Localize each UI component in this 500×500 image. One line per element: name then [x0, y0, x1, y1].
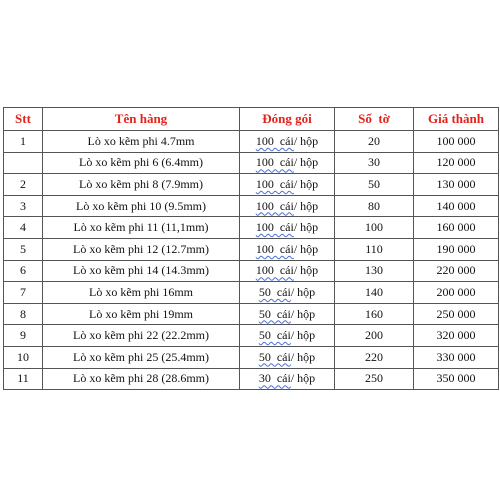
table-row: [4, 152, 499, 174]
pack-quantity: 100 cái: [255, 198, 294, 213]
pack-unit: / hộp: [290, 349, 316, 364]
cell-price: 220 000: [414, 260, 499, 282]
table-row: [4, 346, 499, 368]
cell-name: Lò xo kẽm phi 16mm: [43, 282, 240, 304]
cell-name: Lò xo kẽm phi 19mm: [43, 303, 240, 325]
cell-packing: [240, 260, 335, 282]
header-packing: Đóng gói: [240, 108, 335, 131]
pack-unit: / hộp: [293, 241, 319, 256]
cell-stt: 5: [4, 238, 43, 260]
pack-quantity: 50 cái: [258, 306, 291, 321]
cell-price: 350 000: [414, 368, 499, 390]
cell-price: 120 000: [414, 152, 499, 174]
pack-unit: / hộp: [293, 176, 319, 191]
cell-sheets: 250: [335, 368, 414, 390]
cell-packing: [240, 217, 335, 239]
table-body: [4, 131, 499, 390]
cell-price: 200 000: [414, 282, 499, 304]
pack-quantity: 50 cái: [258, 349, 291, 364]
cell-stt: 3: [4, 195, 43, 217]
pack-unit: / hộp: [293, 220, 319, 235]
table-row: [4, 282, 499, 304]
cell-name: Lò xo kẽm phi 14 (14.3mm): [43, 260, 240, 282]
cell-sheets: 130: [335, 260, 414, 282]
cell-stt: 11: [4, 368, 43, 390]
cell-stt: [4, 152, 43, 174]
cell-price: 250 000: [414, 303, 499, 325]
cell-name: Lò xo kẽm phi 25 (25.4mm): [43, 346, 240, 368]
pack-unit: / hộp: [293, 263, 319, 278]
table-row: [4, 131, 499, 153]
header-sheets: Số tờ: [335, 108, 414, 131]
cell-stt: 4: [4, 217, 43, 239]
cell-stt: 8: [4, 303, 43, 325]
cell-sheets: 140: [335, 282, 414, 304]
cell-sheets: 20: [335, 131, 414, 153]
cell-packing: [240, 152, 335, 174]
cell-stt: 7: [4, 282, 43, 304]
pack-quantity: 100 cái: [255, 133, 294, 148]
pack-quantity: 100 cái: [255, 155, 294, 170]
cell-packing: [240, 303, 335, 325]
cell-stt: 2: [4, 174, 43, 196]
pack-quantity: 100 cái: [255, 241, 294, 256]
cell-name: Lò xo kẽm phi 11 (11,1mm): [43, 217, 240, 239]
cell-price: 330 000: [414, 346, 499, 368]
table-row: [4, 238, 499, 260]
cell-price: 160 000: [414, 217, 499, 239]
table-row: [4, 303, 499, 325]
table-row: [4, 368, 499, 390]
cell-name: Lò xo kẽm phi 6 (6.4mm): [43, 152, 240, 174]
pack-quantity: 100 cái: [255, 263, 294, 278]
table-row: [4, 217, 499, 239]
pack-unit: / hộp: [293, 133, 319, 148]
pack-quantity: 50 cái: [258, 328, 291, 343]
table-row: [4, 325, 499, 347]
cell-packing: [240, 325, 335, 347]
cell-packing: [240, 195, 335, 217]
pack-quantity: 100 cái: [255, 176, 294, 191]
cell-sheets: 30: [335, 152, 414, 174]
cell-name: Lò xo kẽm phi 28 (28.6mm): [43, 368, 240, 390]
pack-unit: / hộp: [290, 306, 316, 321]
cell-stt: 9: [4, 325, 43, 347]
pack-unit: / hộp: [290, 371, 316, 386]
cell-name: Lò xo kẽm phi 22 (22.2mm): [43, 325, 240, 347]
cell-name: Lò xo kẽm phi 10 (9.5mm): [43, 195, 240, 217]
cell-packing: [240, 346, 335, 368]
table-row: [4, 195, 499, 217]
cell-packing: [240, 174, 335, 196]
cell-sheets: 220: [335, 346, 414, 368]
price-table: [3, 107, 499, 390]
cell-stt: 1: [4, 131, 43, 153]
header-stt: Stt: [4, 108, 43, 131]
cell-packing: [240, 238, 335, 260]
cell-sheets: 200: [335, 325, 414, 347]
cell-sheets: 160: [335, 303, 414, 325]
header-name: Tên hàng: [43, 108, 240, 131]
cell-sheets: 100: [335, 217, 414, 239]
cell-stt: 10: [4, 346, 43, 368]
cell-price: 130 000: [414, 174, 499, 196]
cell-price: 100 000: [414, 131, 499, 153]
cell-packing: [240, 282, 335, 304]
cell-packing: [240, 368, 335, 390]
cell-price: 320 000: [414, 325, 499, 347]
header-price: Giá thành: [414, 108, 499, 131]
cell-price: 140 000: [414, 195, 499, 217]
cell-name: Lò xo kẽm phi 8 (7.9mm): [43, 174, 240, 196]
cell-stt: 6: [4, 260, 43, 282]
cell-sheets: 50: [335, 174, 414, 196]
table-row: [4, 260, 499, 282]
pack-quantity: 100 cái: [255, 220, 294, 235]
cell-name: Lò xo kẽm phi 12 (12.7mm): [43, 238, 240, 260]
cell-price: 190 000: [414, 238, 499, 260]
table-header-row: [4, 108, 499, 131]
pack-quantity: 30 cái: [258, 371, 291, 386]
cell-sheets: 110: [335, 238, 414, 260]
cell-name: Lò xo kẽm phi 4.7mm: [43, 131, 240, 153]
cell-sheets: 80: [335, 195, 414, 217]
cell-packing: [240, 131, 335, 153]
pack-unit: / hộp: [290, 284, 316, 299]
pack-unit: / hộp: [290, 328, 316, 343]
table-row: [4, 174, 499, 196]
pack-quantity: 50 cái: [258, 284, 291, 299]
pack-unit: / hộp: [293, 155, 319, 170]
pack-unit: / hộp: [293, 198, 319, 213]
